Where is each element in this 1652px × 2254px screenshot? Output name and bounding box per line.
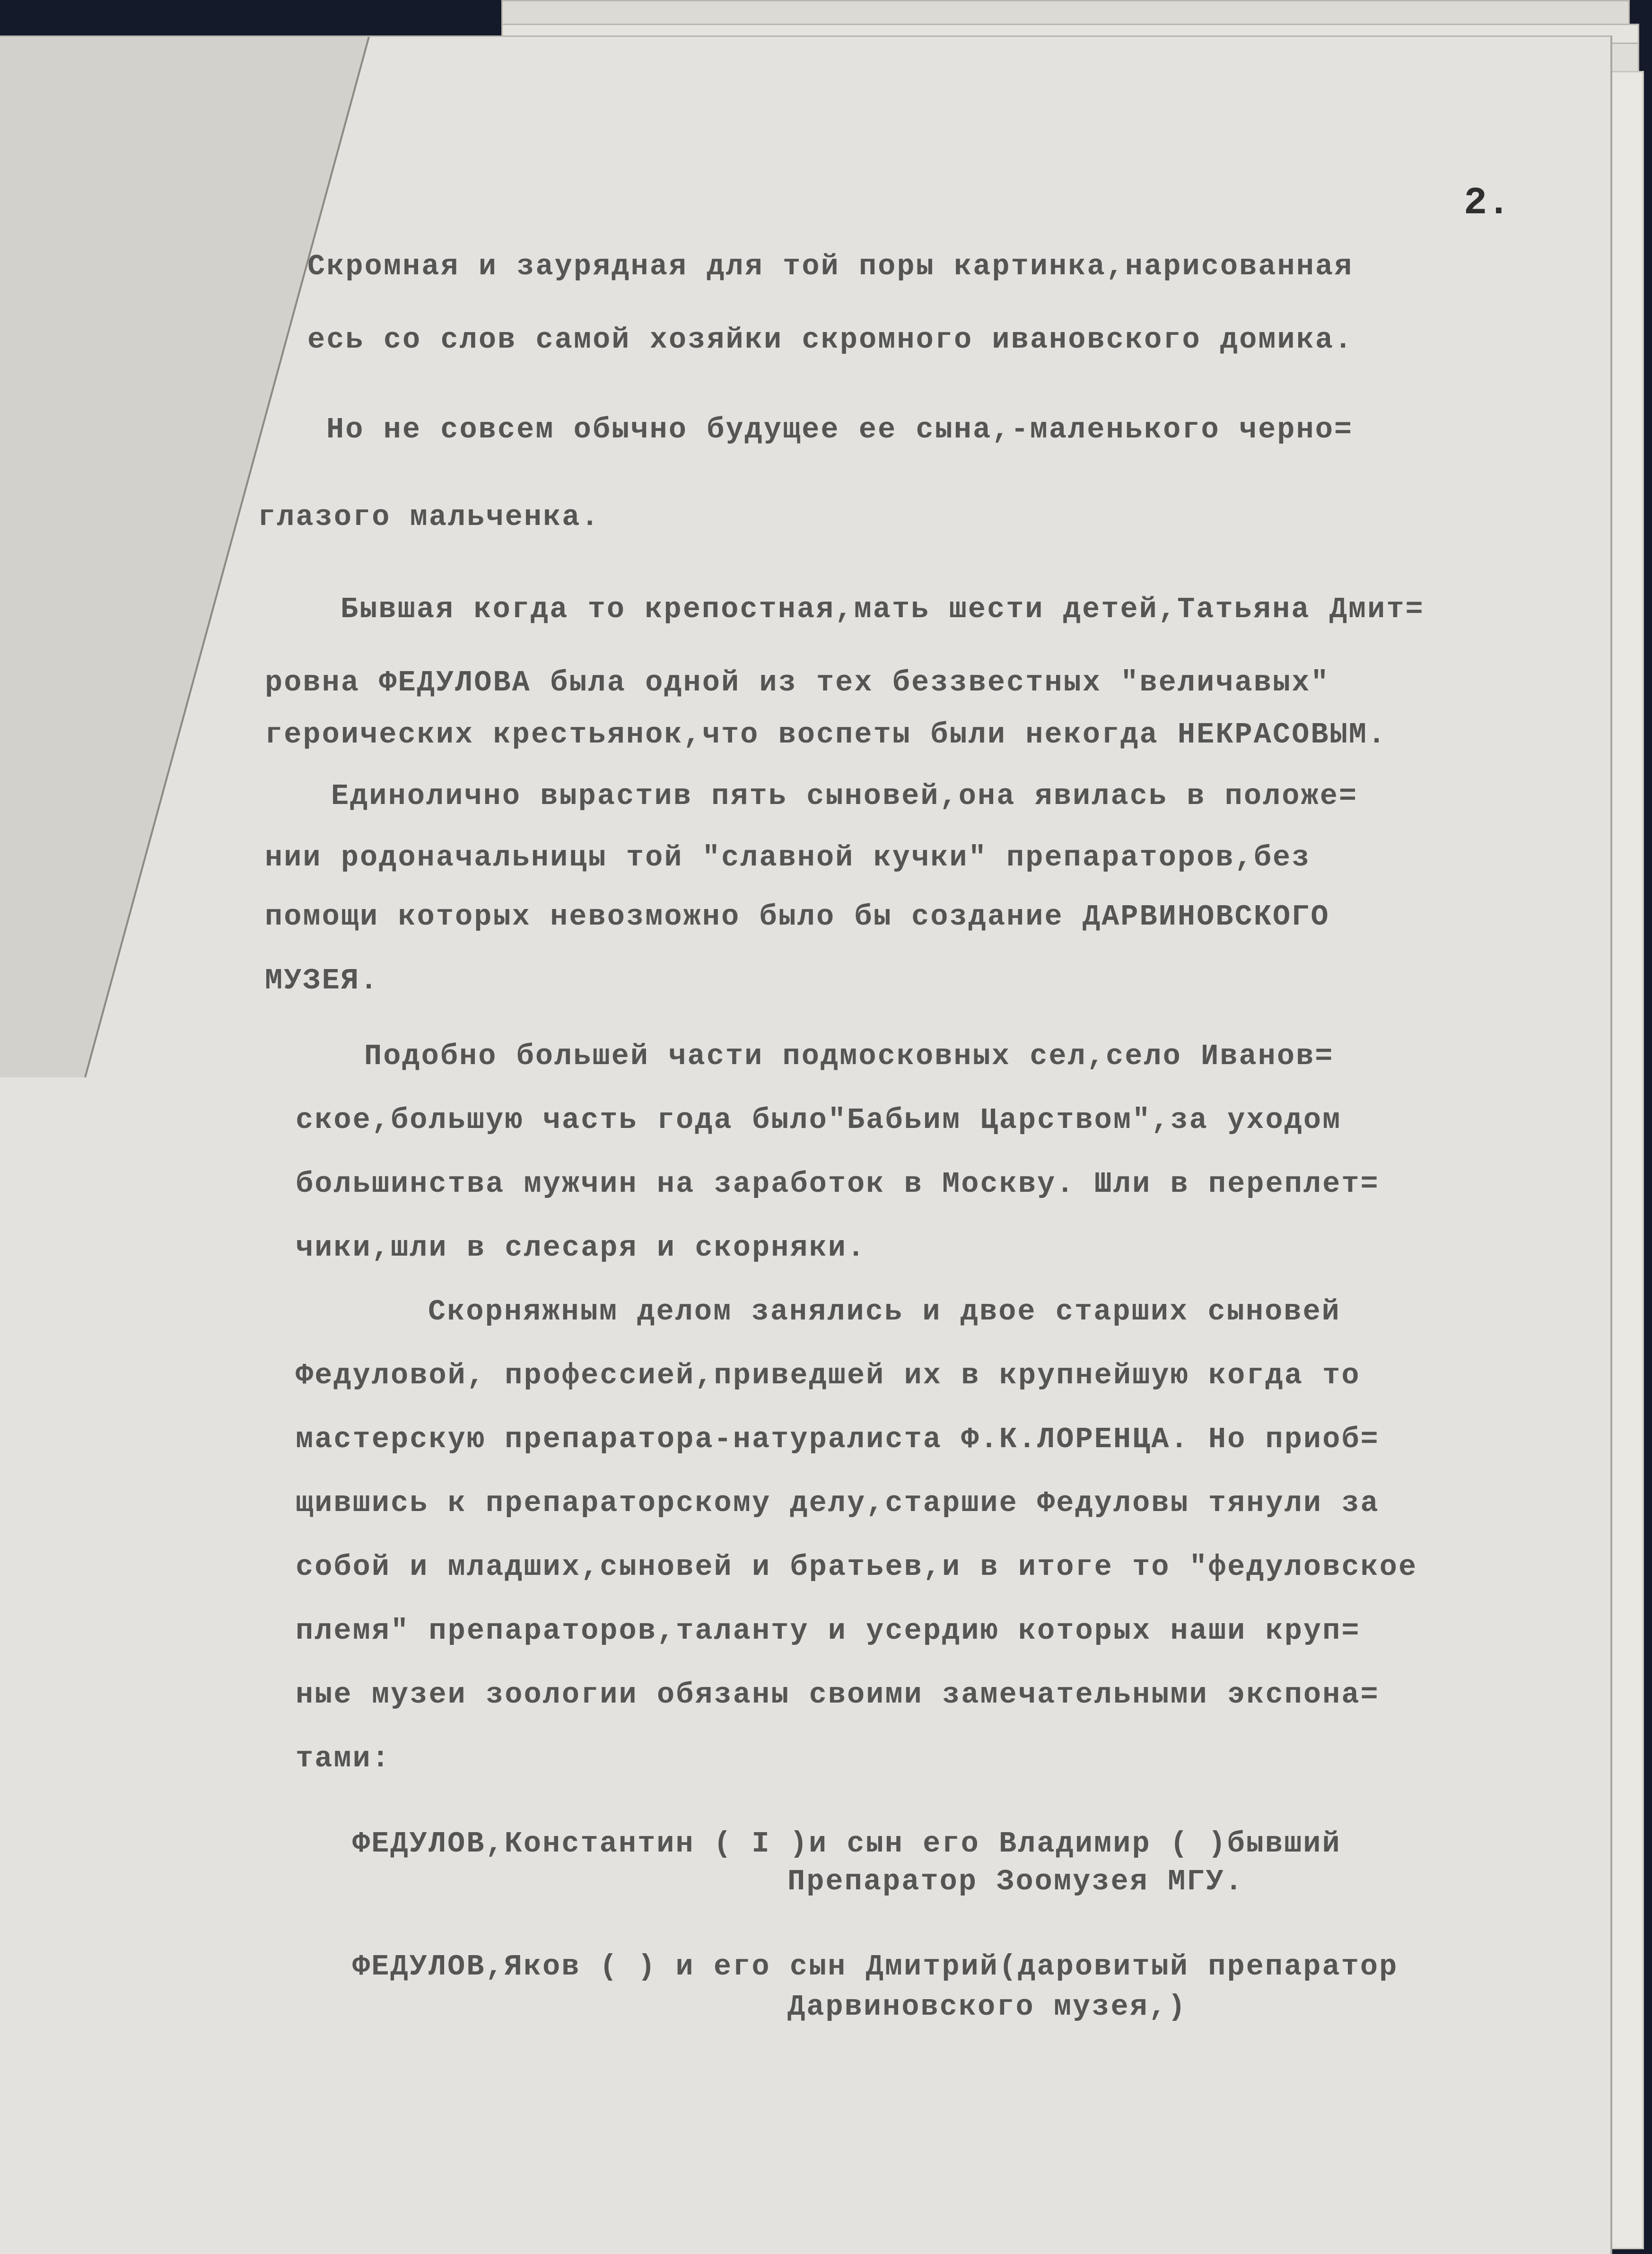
text-line: Скромная и заурядная для той поры картинка,нарисованная [307, 250, 1354, 283]
text-line: МУЗЕЯ. [265, 964, 379, 997]
text-line: Единолично вырастив пять сыновей,она явилась в положе= [331, 779, 1358, 813]
text-line: Подобно большей части подмосковных сел,село Иванов= [364, 1040, 1334, 1073]
text-line: щившись к препараторскому делу,старшие Федуловы тянули за [296, 1486, 1380, 1520]
text-line: чики,шли в слесаря и скорняки. [296, 1231, 866, 1265]
text-line: тами: [296, 1742, 391, 1775]
typewritten-page [0, 35, 1612, 2254]
text-line: помощи которых невозможно было бы создание ДАРВИНОВСКОГО [265, 900, 1330, 934]
folded-corner-underlay [0, 37, 1610, 2254]
text-line: есь со слов самой хозяйки скромного ивановского домика. [307, 323, 1354, 357]
text-line: ФЕДУЛОВ,Константин ( I )и сын его Владимир ( )бывший [352, 1827, 1341, 1861]
page-number: 2. [1464, 181, 1511, 225]
text-line: большинства мужчин на заработок в Москву. Шли в переплет= [296, 1167, 1380, 1201]
text-line: Но не совсем обычно будущее ее сына,-маленького черно= [326, 413, 1354, 446]
text-line: ровна ФЕДУЛОВА была одной из тех беззвестных "величавых" [265, 666, 1330, 699]
paper-stack-edge [1608, 71, 1644, 2249]
text-line: племя" препараторов,таланту и усердию которых наши круп= [296, 1614, 1361, 1648]
text-line: Федуловой, профессией,приведшей их в крупнейшую когда то [296, 1359, 1361, 1392]
text-line: собой и младших,сыновей и братьев,и в итоге то "федуловское [296, 1550, 1418, 1584]
text-line: Бывшая когда то крепостная,мать шести детей,Татьяна Дмит= [341, 593, 1425, 626]
text-line: нии родоначальницы той "славной кучки" препараторов,без [265, 841, 1311, 874]
text-line: Дарвиновского музея,) [787, 1990, 1187, 2024]
text-line: Скорняжным делом занялись и двое старших сыновей [428, 1295, 1341, 1328]
text-line: мастерскую препаратора-натуралиста Ф.К.ЛОРЕНЦА. Но приоб= [296, 1423, 1380, 1456]
text-line: героических крестьянок,что воспеты были некогда НЕКРАСОВЫМ. [265, 718, 1387, 751]
text-line: Препаратор Зоомузея МГУ. [787, 1865, 1244, 1898]
text-line: глазого мальченка. [258, 500, 600, 534]
text-line: ское,большую часть года было"Бабьим Царством",за уходом [296, 1103, 1342, 1137]
text-line: ФЕДУЛОВ,Яков ( ) и его сын Дмитрий(даровитый препаратор [352, 1950, 1399, 1983]
text-line: ные музеи зоологии обязаны своими замечательными экспона= [296, 1678, 1380, 1712]
